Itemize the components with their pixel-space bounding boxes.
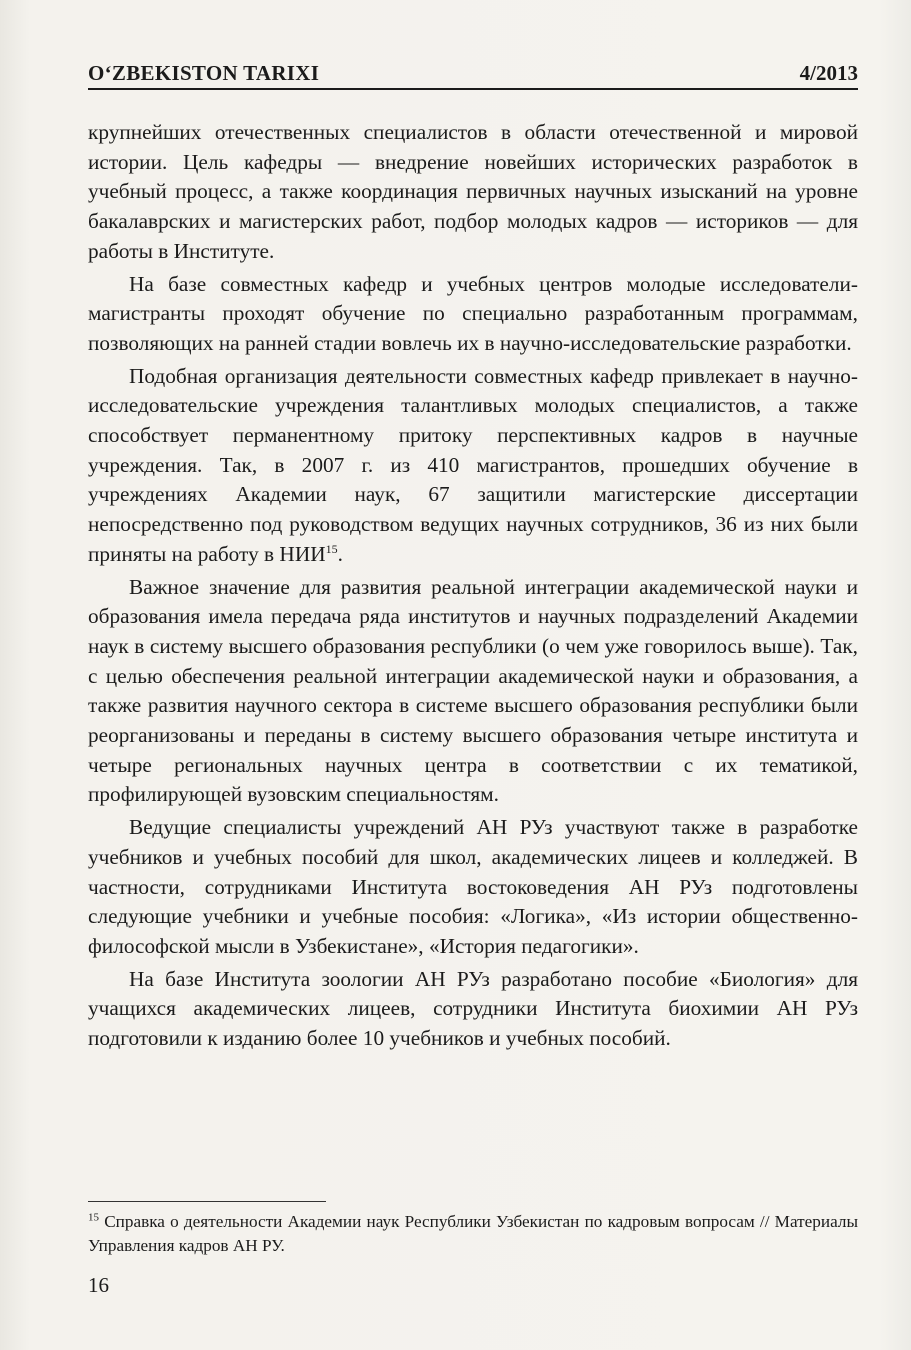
- paragraph-3-text: Подобная организация деятельности совместных кафедр привлекает в научно-исследовательские учреждения талантливых молодых специалистов, а также способствует перманентному притоку перспективных кадров в научные учреждения. Так, в 2007 г. из 410 магистрантов, прошедших обучение в учреждениях Академии наук, 67 защитили магистерские диссертации непосредственно под руководством ведущих научных сотрудников, 36 из них были приняты на работу в НИИ: [88, 363, 858, 566]
- running-header: [88, 60, 858, 90]
- footnote-text: Справка о деятельности Академии наук Республики Узбекистан по кадровым вопросам // Материалы Управления кадров АН РУ.: [88, 1212, 858, 1255]
- body-text: [88, 118, 858, 1054]
- paragraph-1: крупнейших отечественных специалистов в области отечественной и мировой истории. Цель кафедры — внедрение новейших исторических разработок в учебный процесс, а также координация первичных научных изысканий на уровне бакалаврских и магистерских работ, подбор молодых кадров — историков — для работы в Институте.: [88, 120, 858, 263]
- paragraph-4: Важное значение для развития реальной интеграции академической науки и образования имела передача ряда институтов и научных подразделений Академии наук в систему высшего образования республики (о чем уже говорилось выше). Так, с целью обеспечения реальной интеграции академической науки и образования, а также развития научного сектора в системе высшего образования республики были реорганизованы и переданы в систему высшего образования четыре института и четыре региональных научных центра в соответствии с их тематикой, профилирующей вузовским специальностям.: [88, 574, 858, 807]
- page-number: 16: [88, 1273, 109, 1297]
- paragraph-3: [88, 362, 858, 570]
- journal-title: O‘ZBEKISTON TARIXI: [88, 61, 320, 85]
- paragraph-6: На базе Института зоологии АН РУз разработано пособие «Биология» для учащихся академических лицеев, сотрудники Института биохимии АН РУз подготовили к изданию более 10 учебников и учебных пособий.: [88, 966, 858, 1051]
- paragraph-3-tail: .: [337, 541, 343, 566]
- paragraph-5: Ведущие специалисты учреждений АН РУз участвуют также в разработке учебников и учебных пособий для школ, академических лицеев и колледжей. В частности, сотрудниками Института востоковедения АН РУз подготовлены следующие учебники и учебные пособия: «Логика», «Из истории общественно-философской мысли в Узбекистане», «История педагогики».: [88, 815, 858, 958]
- footnote-number: 15: [88, 1211, 99, 1224]
- footnote: [88, 1210, 858, 1258]
- issue-number: 4/2013: [799, 61, 858, 85]
- footnote-divider: [88, 1201, 326, 1202]
- paragraph-2: На базе совместных кафедр и учебных центров молодые исследователи-магистранты проходят обучение по специально разработанным программам, позволяющих на ранней стадии вовлечь их в научно-исследовательские разработки.: [88, 271, 858, 355]
- footnote-reference[interactable]: 15: [325, 541, 338, 556]
